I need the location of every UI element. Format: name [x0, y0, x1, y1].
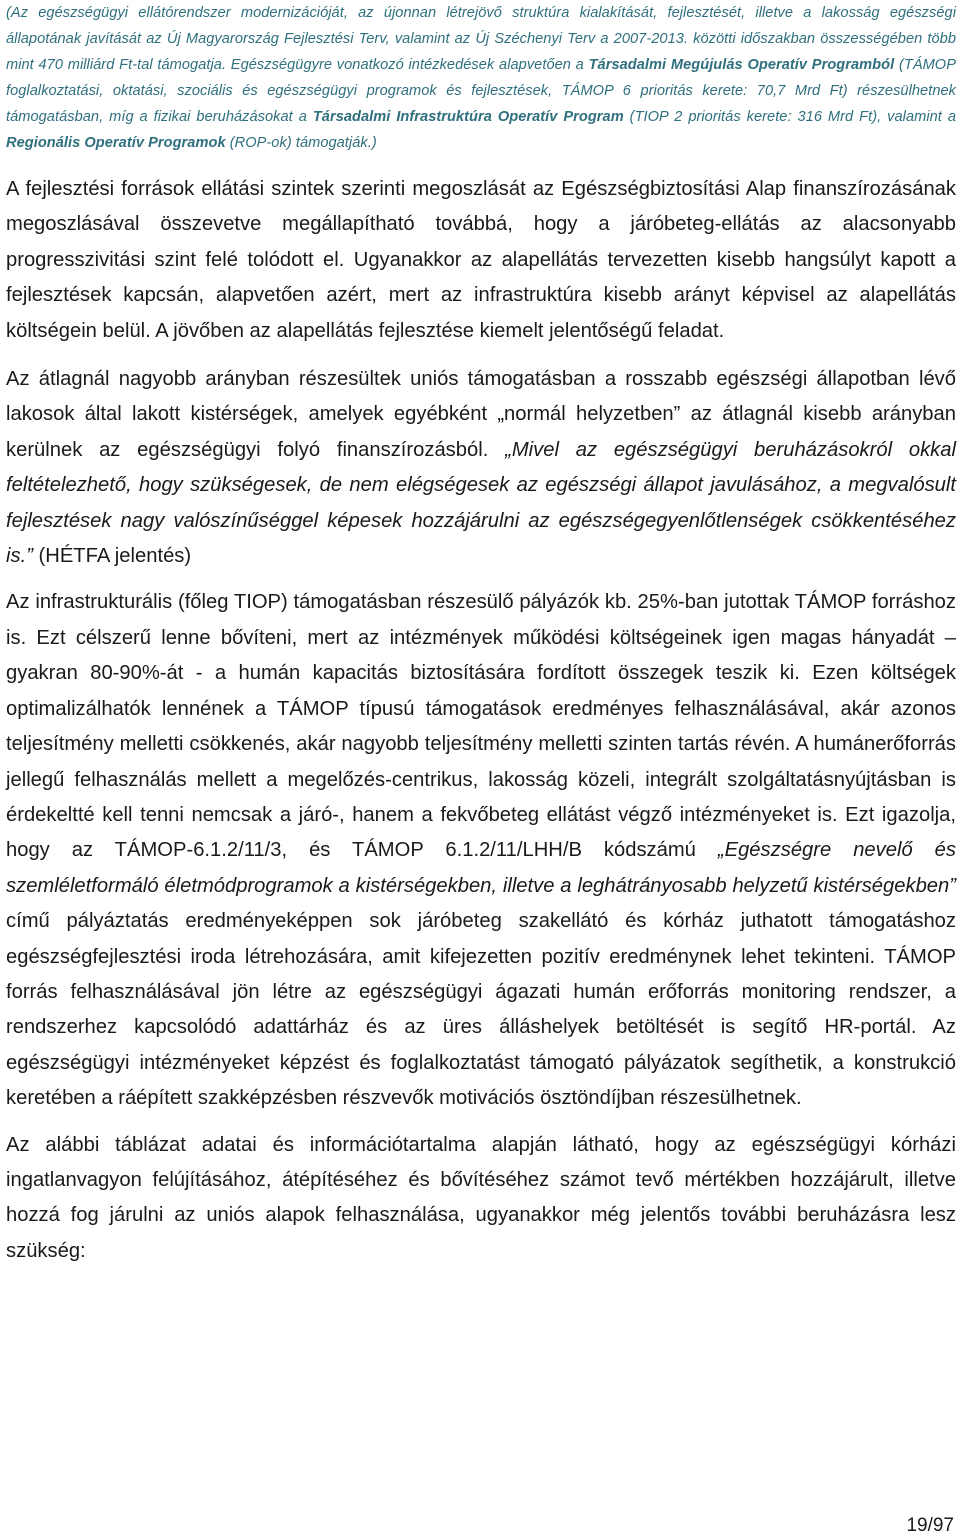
document-page — [6, 0, 956, 1269]
program-title-quote: „Egészségre nevelő és szemléletformáló életmódprogramok a kistérségekben, illetve a leghátrányosabb helyzetű kistérségekben” — [6, 839, 956, 897]
intro-tiop-name: Társadalmi Infrastruktúra Operatív Program — [312, 109, 624, 125]
paragraph-table-intro: Az alábbi táblázat adatai és információtartalma alapján látható, hogy az egészségügyi kórházi ingatlanvagyon felújításához, átépítéséhez és bővítéséhez számot tevő mértékben hozzájárult, illetve hozzá fog járulni az uniós alapok felhasználása, ugyanakkor még jelentős további beruházásra lesz szükség: — [6, 1133, 956, 1262]
hetfa-quote: „Mivel az egészségügyi beruházásokról okkal feltételezhető, hogy szükségesek, de nem elégségesek az egészségi állapot javulásához, a megvalósult fejlesztések nagy valószínűséggel képesek hozzájárulni az egészségegyenlőtlenségek csökkentéséhez is.” — [6, 438, 956, 568]
paragraph-development-sources: A fejlesztési források ellátási szintek szerinti megoszlását az Egészségbiztosítási Alap finanszírozásának megoszlásával összevetve megállapítható továbbá, hogy a járóbeteg-ellátás az alacsonyabb progresszivitási szint felé tolódott el. Ugyanakkor az alapellátás tervezetten kisebb hangsúlyt kapott a fejlesztések kapcsán, alapvetően azért, mert az infrastruktúra kisebb arányt képvisel az alapellátás költségein belül. A jövőben az alapellátás fejlesztése kiemelt jelentőségű feladat. — [6, 178, 956, 342]
intro-text-3: (TIOP 2 prioritás kerete: 316 Mrd Ft), valamint a — [623, 109, 956, 125]
intro-text-1: (Az egészségügyi ellátórendszer modernizációját, az újonnan létrejövő struktúra kialakítását, fejlesztését, illetve a lakosság egészségi állapotának javítását az Új Magyarország Fejlesztési Terv, valamint az Új Széchenyi Terv a 2007-2013. közötti időszakban összességében több mint 470 milliárd Ft-tal támogatja. Egészségügyre vonatkozó intézkedések alapvetően a — [6, 5, 956, 73]
paragraph-eu-support-text: Az átlagnál nagyobb arányban részesültek uniós támogatásban a rosszabb egészségi állapotban lévő lakosok által lakott kistérségek, amelyek egyébként „normál helyzetben” az átlagnál kisebb arányban kerülnek az egészségügyi folyó finanszírozásból. — [6, 368, 956, 461]
paragraph-infrastructure-text-1: Az infrastrukturális (főleg TIOP) támogatásban részesülő pályázók kb. 25%-ban jutottak TÁMOP forráshoz is. Ezt célszerű lenne bővíteni, mert az intézmények működési költségeinek igen magas hányadát – gyakran 80-90%-át - a humán kapacitás biztosítására fordított összegek teszik ki. Ezen költségek optimalizálhatók lennének a TÁMOP típusú támogatások eredményes felhasználásával, akár azonos teljesítmény melletti csökkenés, akár nagyobb teljesítmény melletti szinten tartás révén. A humánerőforrás jellegű felhasználás mellett a megelőzés-centrikus, lakosság közeli, integrált szolgáltatásnyújtásban is érdekeltté kell tenni nemcsak a járó-, hanem a fekvőbeteg ellátást végző intézményeket is. Ezt igazolja, hogy az TÁMOP-6.1.2/11/3, és TÁMOP 6.1.2/11/LHH/B kódszámú — [6, 591, 956, 862]
intro-text-4: (ROP-ok) támogatják.) — [225, 135, 377, 151]
paragraph-eu-support — [6, 362, 956, 574]
intro-tamop-name: Társadalmi Megújulás Operatív Programból — [588, 57, 895, 73]
intro-rop-name: Regionális Operatív Programok — [6, 135, 226, 151]
paragraph-infrastructure — [6, 585, 956, 1116]
paragraph-infrastructure-text-2: című pályáztatás eredményeképpen sok járóbeteg szakellátó és kórház juthatott támogatáshoz egészségfejlesztési iroda létrehozására, amit kifejezetten pozitív eredménynek lehet tekinteni. TÁMOP forrás felhasználásával jön létre az egészségügyi ágazati humán erőforrás monitoring rendszer, a rendszerhez kapcsolódó adattárház és az üres álláshelyek betöltését is segítő HR-portál. Az egészségügyi intézményeket képzést és foglalkoztatást támogató pályázatok segíthetik, a konstrukció keretében a ráépített szakképzésben részvevők motivációs ösztöndíjban részesülhetnek. — [6, 910, 956, 1110]
intro-text-2: (TÁMOP foglalkoztatási, oktatási, szociális és egészségügyi programok és fejlesztések, TÁMOP 6 prioritás kerete: 70,7 Mrd Ft) részesülhetnek támogatásban, míg a fizikai beruházásokat a — [6, 57, 956, 125]
intro-paragraph — [6, 0, 956, 156]
page-number: 19/97 — [906, 1515, 954, 1536]
hetfa-source: (HÉTFA jelentés) — [32, 545, 192, 568]
